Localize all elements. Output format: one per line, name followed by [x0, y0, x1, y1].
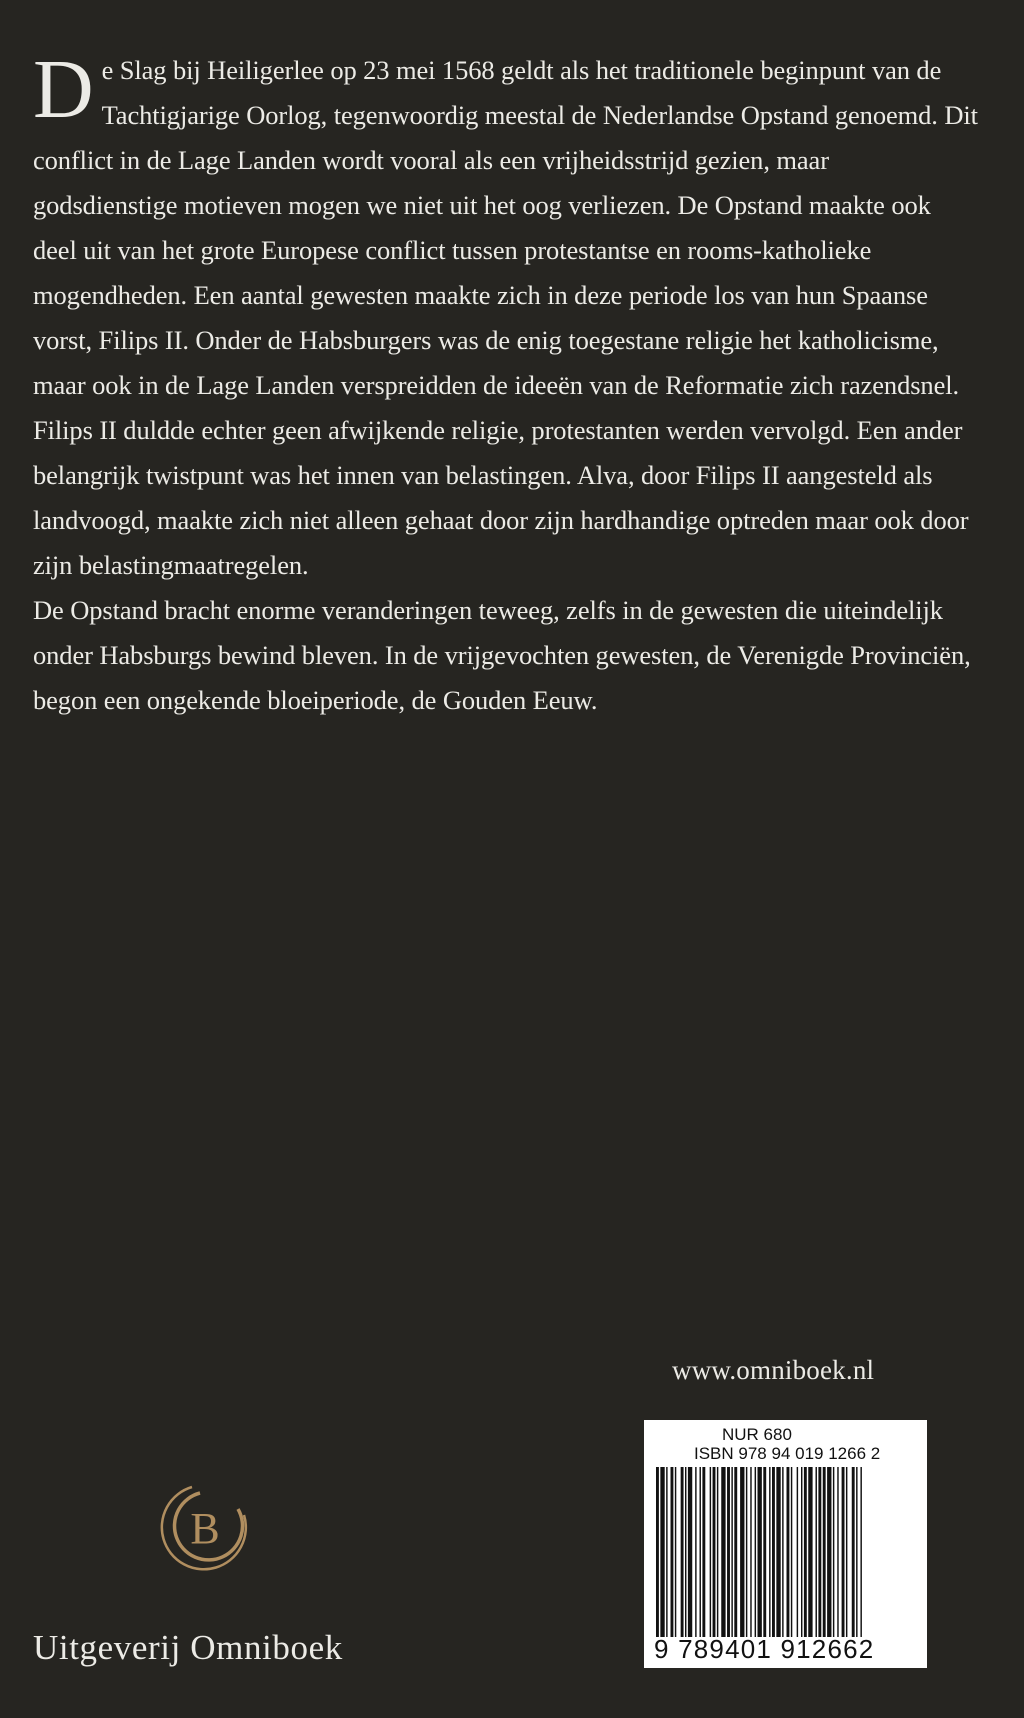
- barcode-bar: [666, 1467, 667, 1637]
- barcode-bar: [816, 1467, 817, 1637]
- barcode-bar: [671, 1467, 674, 1637]
- website-url[interactable]: www.omniboek.nl: [672, 1355, 875, 1385]
- barcode-bar: [758, 1467, 762, 1637]
- barcode-bar: [746, 1467, 747, 1637]
- barcode-bars: [656, 1467, 918, 1637]
- barcode-bar: [695, 1467, 696, 1637]
- barcode-bar: [740, 1467, 744, 1637]
- barcode-bar: [801, 1467, 802, 1637]
- blurb-paragraph-1-text: e Slag bij Heiligerlee op 23 mei 1568 geldt als het traditionele beginpunt van de Tachtigjarige Oorlog, tegenwoordig meestal de Nederlandse Opstand genoemd. Dit conflict in de Lage Landen wordt vooral als een vrijheidsstrijd gezien, maar godsdienstige motieven mogen we niet uit het oog verliezen. De Opstand maakte ook deel uit van het grote Europese conflict tussen protestantse en rooms-katholieke mogendheden. Een aantal gewesten maakte zich in deze periode los van hun Spaanse vorst, Filips II. Onder de Habsburgers was de enig toegestane religie het katholicisme, maar ook in de Lage Landen verspreidden de ideeën van de Reformatie zich razendsnel. Filips II duldde echter geen afwijkende religie, protestanten werden vervolgd. Een ander belangrijk twistpunt was het innen van belastingen. Alva, door Filips II aangesteld als landvoogd, maakte zich niet alleen gehaat door zijn hardhandige optreden maar ook door zijn belastingmaatregelen.: [33, 55, 978, 580]
- barcode-bar: [685, 1467, 686, 1637]
- barcode-bar: [717, 1467, 718, 1637]
- barcode-bar: [791, 1467, 792, 1637]
- publisher-name: Uitgeverij Omniboek: [33, 1628, 343, 1667]
- barcode-bar: [688, 1467, 692, 1637]
- barcode-bar: [837, 1467, 838, 1637]
- barcode-bar: [852, 1467, 855, 1637]
- barcode-bar: [860, 1467, 861, 1637]
- publisher-logo-icon: [152, 1475, 256, 1579]
- barcode-bar: [842, 1467, 845, 1637]
- barcode-label: [644, 1420, 927, 1668]
- barcode-bar: [700, 1467, 701, 1637]
- barcode-bar: [713, 1467, 716, 1637]
- barcode-bar: [772, 1467, 775, 1637]
- barcode-bar: [755, 1467, 756, 1637]
- logo-letter: B: [190, 1504, 220, 1553]
- barcode-bar: [846, 1467, 847, 1637]
- barcode-bar: [656, 1467, 659, 1637]
- barcode-bar: [710, 1467, 711, 1637]
- barcode-bar: [856, 1467, 857, 1637]
- barcode-bar: [721, 1467, 725, 1637]
- barcode-bar: [769, 1467, 770, 1637]
- barcode-bar: [763, 1467, 766, 1637]
- barcode-bar: [787, 1467, 790, 1637]
- blurb-paragraph-1: [33, 43, 978, 588]
- barcode-bar: [702, 1467, 705, 1637]
- drop-cap: D: [33, 43, 94, 136]
- barcode-bar: [731, 1467, 732, 1637]
- blurb-text: [33, 43, 978, 723]
- ean-digits: 9 789401 912662: [654, 1634, 875, 1664]
- barcode-bar: [808, 1467, 812, 1637]
- barcode-bar: [660, 1467, 664, 1637]
- barcode-bar: [782, 1467, 783, 1637]
- barcode-bar: [833, 1467, 834, 1637]
- barcode-bar: [823, 1467, 826, 1637]
- barcode-bar: [776, 1467, 780, 1637]
- barcode-bar: [797, 1467, 798, 1637]
- isbn-number: ISBN 978 94 019 1266 2: [694, 1444, 881, 1463]
- barcode-bar: [818, 1467, 821, 1637]
- barcode-bar: [727, 1467, 730, 1637]
- barcode-bar: [675, 1467, 676, 1637]
- nur-code: NUR 680: [722, 1425, 792, 1444]
- barcode-bar: [827, 1467, 831, 1637]
- barcode-bar: [734, 1467, 737, 1637]
- barcode-bar: [750, 1467, 751, 1637]
- barcode-bar: [804, 1467, 807, 1637]
- barcode-bar: [681, 1467, 684, 1637]
- blurb-paragraph-2: De Opstand bracht enorme veranderingen teweeg, zelfs in de gewesten die uiteindelijk onder Habsburgs bewind bleven. In de vrijgevochten gewesten, de Verenigde Provinciën, begon een ongekende bloeiperiode, de Gouden Eeuw.: [33, 595, 971, 715]
